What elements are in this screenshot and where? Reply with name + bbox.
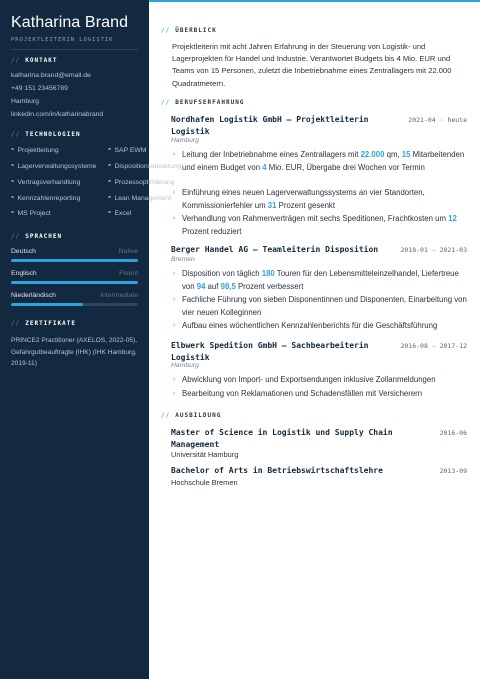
bullet-text: auf <box>205 281 221 291</box>
bullet-text: Mitarbeitenden und einem Budget von <box>182 150 465 172</box>
bullet-text: Touren für den Lebensmitteleinzelhandel, Liefertreue von <box>182 269 459 291</box>
highlight-number: 15 <box>401 150 411 159</box>
chevron-right-icon: › <box>173 189 176 196</box>
education-heading: // AUSBILDUNG <box>161 412 222 419</box>
bullet-text: Fachliche Führung von sieben Disponentinnen und Disponenten, Einarbeitung von vier neuen Kolleginnen <box>182 295 467 317</box>
bullet-text: Disposition von täglich <box>182 269 262 278</box>
divider <box>11 49 138 50</box>
highlight-number: 180 <box>261 269 275 278</box>
skills-heading: // TECHNOLOGIEN <box>11 131 81 138</box>
languages-heading: // SPRACHEN <box>11 233 63 240</box>
job-title: Elbwerk Spedition GmbH — Sachbearbeiterin Logistik <box>171 341 369 362</box>
bullet-dot-icon <box>108 211 111 214</box>
skill-item: Excel <box>108 210 131 217</box>
candidate-title: PROJEKTLEITERIN LOGISTIK <box>11 37 114 43</box>
bullet-text: Aufbau eines wöchentlichen Kennzahlenberichts für die Geschäftsführung <box>182 321 438 330</box>
candidate-name: Katharina Brand <box>11 14 129 31</box>
job-bullet <box>173 268 472 293</box>
experience-heading: // BERUFSERFAHRUNG <box>161 99 245 106</box>
bullet-text: Prozent gesenkt <box>276 200 335 210</box>
chevron-right-icon: › <box>173 215 176 222</box>
job-bullet <box>173 320 472 333</box>
summary-text: Projektleiterin mit acht Jahren Erfahrung in der Steuerung von Logistik- und Lagerprojekten für Handel und Industrie. Verantwortet Budgets bis 4 Mio. EUR und Teams von 15 Personen, zuletzt die Inbetriebnahme eines Zentrallagers mit 22.000 Quadratmetern. <box>172 42 452 88</box>
bullet-dot-icon <box>108 196 111 199</box>
language-name: Niederländisch <box>11 292 56 299</box>
skill-item: Prozessoptimierung <box>108 179 175 186</box>
contact-email[interactable]: katharina.brand@email.de <box>11 72 91 79</box>
education-title: Bachelor of Arts in Betriebswirtschaftslehre <box>171 466 383 475</box>
highlight-number: 22.000 <box>360 150 385 159</box>
certificates-text: PRINCE2 Practitioner (AXELOS, 2022-05), Gefahrgutbeauftragte (IHK) (IHK Hamburg, 2019-11) <box>11 337 138 367</box>
chevron-right-icon: › <box>173 296 176 303</box>
bullet-text: Leitung der Inbetriebnahme eines Zentrallagers mit <box>182 150 361 159</box>
certificates-heading: // ZERTIFIKATE <box>11 320 76 327</box>
job-bullet <box>173 213 472 238</box>
bullet-dot-icon <box>108 180 111 183</box>
bullet-dot-icon <box>108 148 111 151</box>
education-date: 2013-09 <box>439 467 467 475</box>
bullet-text: qm, <box>384 150 402 159</box>
chevron-right-icon: › <box>173 151 176 158</box>
skill-item: Projektleitung <box>11 147 59 154</box>
contact-phone[interactable]: +49 151 23456789 <box>11 85 68 92</box>
skill-item: Lean Management <box>108 195 171 202</box>
bullet-text: Prozent verbessert <box>235 281 304 291</box>
language-name: Deutsch <box>11 248 36 255</box>
job-location: Hamburg <box>171 137 199 144</box>
language-level-fill <box>11 281 138 284</box>
language-level-bar <box>11 259 138 262</box>
job-bullet <box>173 388 472 401</box>
language-name: Englisch <box>11 270 37 277</box>
job-title: Nordhafen Logistik GmbH — Projektleiterin Logistik <box>171 115 369 136</box>
skill-item: MS Project <box>11 210 51 217</box>
job-date: 2021-04 · heute <box>408 116 467 124</box>
language-level-bar <box>11 303 138 306</box>
language-row <box>11 292 138 299</box>
job-bullet <box>173 374 472 387</box>
language-level-fill <box>11 303 83 306</box>
bullet-text: Einführung eines neuen Lagerverwaltungssystems an vier Standorten, Kommissionierfehler um <box>182 188 425 210</box>
job-bullet <box>173 294 472 319</box>
chevron-right-icon: › <box>173 322 176 329</box>
job-location: Hamburg <box>171 362 199 369</box>
skill-item: Dispositionssteuerung <box>108 163 181 170</box>
bullet-text: Verhandlung von Rahmenverträgen mit sechs Speditionen, Frachtkosten um <box>182 214 449 223</box>
contact-heading: // KONTAKT <box>11 57 58 64</box>
language-row <box>11 248 138 255</box>
contact-linkedin[interactable]: linkedin.com/in/katharinabrand <box>11 111 104 118</box>
language-row <box>11 270 138 277</box>
job-location: Bremen <box>171 256 195 263</box>
skill-item: Lagerverwaltungssysteme <box>11 163 96 170</box>
education-date: 2016-06 <box>439 429 467 437</box>
skill-item: SAP EWM <box>108 147 146 154</box>
bullet-text: Mio. EUR, Übergabe drei Wochen vor Termin <box>266 162 425 172</box>
job-title: Berger Handel AG — Teamleiterin Disposition <box>171 245 379 254</box>
language-level: Fluent <box>119 270 138 277</box>
chevron-right-icon: › <box>173 270 176 277</box>
bullet-dot-icon <box>11 164 14 167</box>
job-date: 2016-08 - 2017-12 <box>400 342 467 350</box>
bullet-text: Bearbeitung von Reklamationen und Schadensfällen mit Versicherern <box>182 389 423 398</box>
education-title: Master of Science in Logistik und Supply Chain Management <box>171 428 393 449</box>
chevron-right-icon: › <box>173 376 176 383</box>
education-institution: Universität Hamburg <box>171 450 239 459</box>
language-level: Native <box>118 248 138 255</box>
highlight-number: 31 <box>267 200 277 210</box>
sidebar <box>0 0 182 679</box>
chevron-right-icon: › <box>173 390 176 397</box>
bullet-dot-icon <box>11 180 14 183</box>
highlight-number: 4 <box>262 162 267 172</box>
highlight-number: 98,5 <box>220 281 236 291</box>
bullet-dot-icon <box>11 148 14 151</box>
accent-bar <box>149 0 480 2</box>
contact-city: Hamburg <box>11 98 39 105</box>
bullet-dot-icon <box>11 196 14 199</box>
bullet-dot-icon <box>11 211 14 214</box>
job-bullet <box>173 187 472 212</box>
job-bullet <box>173 149 472 174</box>
bullet-text: Abwicklung von Import- und Exportsendungen inklusive Zollanmeldungen <box>182 375 436 384</box>
bullet-text: Prozent reduziert <box>182 226 242 236</box>
skill-item: Vertragsverhandlung <box>11 179 80 186</box>
summary-heading: // ÜBERBLICK <box>161 27 217 34</box>
job-date: 2018-01 - 2021-03 <box>400 246 467 254</box>
language-level-bar <box>11 281 138 284</box>
language-level-fill <box>11 259 138 262</box>
skill-item: Kennzahlenreporting <box>11 195 80 202</box>
education-institution: Hochschule Bremen <box>171 478 238 487</box>
highlight-number: 94 <box>196 281 206 291</box>
language-level: Intermediate <box>100 292 138 299</box>
highlight-number: 12 <box>448 214 457 223</box>
bullet-dot-icon <box>108 164 111 167</box>
